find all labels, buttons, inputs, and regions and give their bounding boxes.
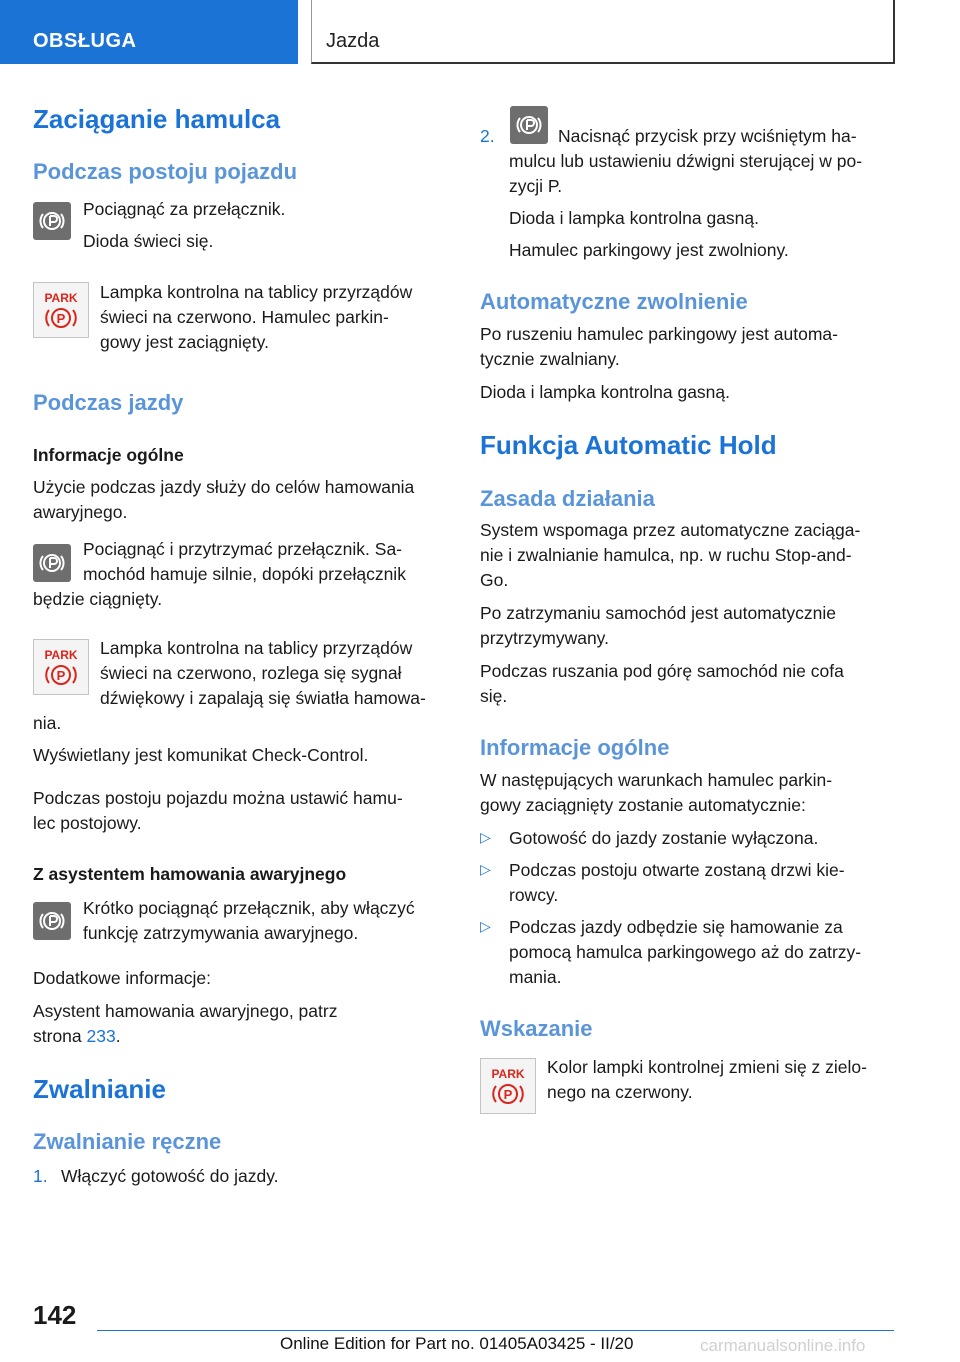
bullet-3-line-1: Podczas jazdy odbędzie się hamowanie za	[509, 917, 843, 937]
text-step2-2: mulcu lub ustawieniu dźwigni sterującej w po-	[509, 151, 863, 171]
header-section-tab	[0, 0, 298, 64]
text-drive-stand-2: lec postojowy.	[33, 813, 142, 833]
text-princ-3: Go.	[480, 570, 509, 590]
heading-while-driving: Podczas jazdy	[33, 390, 184, 415]
text-gen-1: W następujących warunkach hamulec parkin-	[480, 770, 833, 790]
bullet-3-line-3: mania.	[509, 967, 562, 987]
watermark: carmanualsonline.info	[700, 1336, 866, 1355]
text-pull-switch: Pociągnąć za przełącznik.	[83, 199, 286, 219]
text-drive-pull-3: będzie ciągnięty.	[33, 589, 163, 609]
text-stand-lamp-1: Lampka kontrolna na tablicy przyrządów	[100, 282, 413, 302]
step-1-number: 1.	[33, 1166, 48, 1186]
text-led-on: Dioda świeci się.	[83, 231, 214, 251]
header-chapter-label: Jazda	[326, 30, 380, 52]
header-chapter-box	[311, 0, 895, 64]
heading-apply-brake: Zaciąganie hamulca	[33, 104, 281, 134]
text-drive-stand-1: Podczas postoju pojazdu można ustawić hamu-	[33, 788, 403, 808]
text-stand-lamp-2: świeci na czerwono. Hamulec parkin-	[100, 307, 389, 327]
parking-brake-switch-icon	[33, 544, 71, 582]
text-stand-lamp-3: gowy jest zaciągnięty.	[100, 332, 269, 352]
footer-edition: Online Edition for Part no. 01405A03425 - II/20	[280, 1334, 634, 1353]
text-extra-page	[33, 1024, 445, 1049]
text-drive-lamp-2: świeci na czerwono, rozlega się sygnał	[100, 663, 402, 683]
text-assist-1: Krótko pociągnąć przełącznik, aby włączyć	[83, 898, 415, 918]
parking-brake-switch-icon	[33, 202, 71, 240]
bullet-3-line-2: pomocą hamulca parkingowego aż do zatrzy-	[509, 942, 862, 962]
list-item	[480, 915, 896, 990]
park-lamp-letter: P	[503, 1087, 513, 1102]
footer-divider	[97, 1330, 894, 1331]
text-step2-3: zycji P.	[509, 176, 563, 196]
park-lamp-text: PARK	[491, 1067, 525, 1081]
bullet-2-line-1: Podczas postoju otwarte zostaną drzwi kie-	[509, 860, 845, 880]
text-step2-1: Nacisnąć przycisk przy wciśniętym ha-	[558, 126, 857, 146]
text-drive-use-1: Użycie podczas jazdy służy do celów hamowania	[33, 477, 415, 497]
text-princ-1: System wspomaga przez automatyczne zaciąga-	[480, 520, 861, 540]
list-item	[480, 826, 896, 851]
park-lamp-text: PARK	[44, 291, 78, 305]
park-warning-lamp-icon	[33, 282, 89, 338]
heading-principle: Zasada działania	[480, 486, 655, 511]
text-auto-led: Dioda i lampka kontrolna gasną.	[480, 382, 731, 402]
page-number: 142	[33, 1300, 77, 1330]
heading-emergency-assist: Z asystentem hamowania awaryjnego	[33, 864, 347, 884]
text-step2-brake: Hamulec parkingowy jest zwolniony.	[509, 240, 789, 260]
heading-general-info-right: Informacje ogólne	[480, 735, 670, 760]
text-extra-ref: Asystent hamowania awaryjnego, patrz	[33, 1001, 338, 1021]
park-lamp-letter: P	[56, 668, 66, 683]
heading-auto-release: Automatyczne zwolnienie	[480, 289, 748, 314]
park-warning-lamp-icon	[480, 1058, 536, 1114]
text-page-word: strona	[33, 1026, 82, 1046]
bullet-2-line-2: rowcy.	[509, 885, 559, 905]
park-lamp-text: PARK	[44, 648, 78, 662]
header-section-label: OBSŁUGA	[33, 30, 137, 52]
text-extra-info: Dodatkowe informacje:	[33, 968, 211, 988]
text-gen-2: gowy zaciągnięty zostanie automatycznie:	[480, 795, 806, 815]
text-drive-pull-1: Pociągnąć i przytrzymać przełącznik. Sa-	[83, 539, 402, 559]
bullet-1-line-1: Gotowość do jazdy zostanie wyłączona.	[509, 828, 819, 848]
text-drive-use-2: awaryjnego.	[33, 502, 128, 522]
text-assist-2: funkcję zatrzymywania awaryjnego.	[83, 923, 359, 943]
list-item	[480, 858, 896, 908]
heading-general-info: Informacje ogólne	[33, 445, 184, 465]
bullet-icon: ▷	[480, 829, 491, 845]
text-princ-6: Podczas ruszania pod górę samochód nie cofa	[480, 661, 844, 681]
parking-brake-switch-icon	[33, 902, 71, 940]
text-auto-2: tycznie zwalniany.	[480, 349, 620, 369]
text-check-control: Wyświetlany jest komunikat Check-Control.	[33, 745, 369, 765]
park-warning-lamp-icon	[33, 639, 89, 695]
step-1-text: Włączyć gotowość do jazdy.	[61, 1166, 279, 1186]
text-drive-lamp-4: nia.	[33, 713, 62, 733]
text-princ-7: się.	[480, 686, 508, 706]
text-auto-1: Po ruszeniu hamulec parkingowy jest automa-	[480, 324, 838, 344]
heading-manual-release: Zwalnianie ręczne	[33, 1129, 222, 1154]
page-233-link[interactable]: 233	[86, 1026, 116, 1046]
park-lamp-letter: P	[56, 311, 66, 326]
bullet-icon: ▷	[480, 861, 491, 877]
text-drive-lamp-3: dźwiękowy i zapalają się światła hamowa-	[100, 688, 426, 708]
text-display-2: nego na czerwony.	[547, 1082, 693, 1102]
text-step2-led: Dioda i lampka kontrolna gasną.	[509, 208, 760, 228]
text-display-1: Kolor lampki kontrolnej zmieni się z zielo-	[547, 1057, 867, 1077]
text-princ-5: przytrzymywany.	[480, 628, 609, 648]
text-drive-lamp-1: Lampka kontrolna na tablicy przyrządów	[100, 638, 413, 658]
text-period: .	[115, 1026, 121, 1046]
text-drive-pull-2: mochód hamuje silnie, dopóki przełącznik	[83, 564, 406, 584]
step-2-number: 2.	[480, 126, 495, 146]
text-princ-2: nie i zwalnianie hamulca, np. w ruchu Stop-and-	[480, 545, 852, 565]
bullet-icon: ▷	[480, 918, 491, 934]
heading-display: Wskazanie	[480, 1016, 593, 1041]
heading-release: Zwalnianie	[33, 1074, 166, 1104]
text-princ-4: Po zatrzymaniu samochód jest automatycznie	[480, 603, 836, 623]
parking-brake-switch-icon	[510, 106, 548, 144]
heading-automatic-hold: Funkcja Automatic Hold	[480, 430, 777, 460]
heading-standstill: Podczas postoju pojazdu	[33, 159, 298, 184]
